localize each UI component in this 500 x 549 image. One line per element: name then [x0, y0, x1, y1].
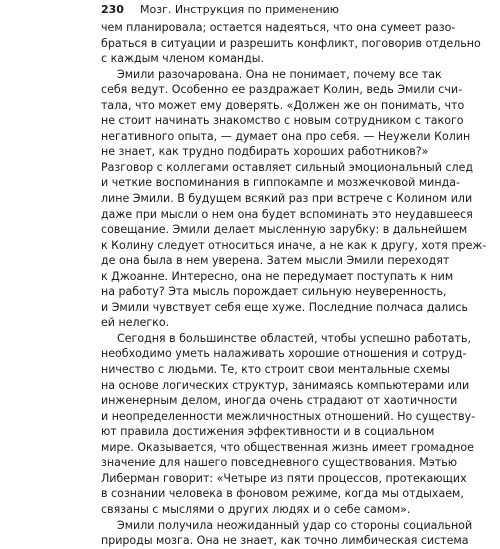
running-title: Мозг. Инструкция по применению	[140, 3, 339, 16]
text-line: в сознании человека в фоновом режиме, когда мы отдыхаем,	[101, 487, 464, 501]
text-line: необходимо уметь налаживать хорошие отношения и сотруд-	[101, 347, 467, 361]
paragraph	[101, 518, 473, 549]
text-line: де она была в нем уверена. Затем мысли Эмили переходят	[101, 254, 450, 268]
paragraph	[101, 331, 476, 518]
text-line: даже при мысли о нем она будет вспоминать это неудавшееся	[101, 207, 473, 221]
text-line: и четкие воспоминания в гиппокампе и мозжечковой минда-	[101, 176, 460, 190]
text-line: себя ведут. Особенно ее раздражает Колин, ведь Эмили счи-	[101, 83, 463, 97]
running-head	[101, 3, 406, 19]
text-line: и неопределенности межличностных отношений. Но существу-	[101, 409, 476, 423]
text-line: значение для нашего повседневного существования. Мэтью	[101, 456, 458, 470]
text-line: негативного опыта, — думает она про себя. — Неужели Колин	[101, 129, 471, 143]
text-line: не знает, как трудно подбирать хороших работников?»	[101, 145, 429, 159]
text-line: Сегодня в большинстве областей, чтобы успешно работать,	[117, 331, 472, 345]
text-line: Разговор с коллегами оставляет сильный эмоциональный след	[101, 160, 474, 174]
text-line: и Эмили чувствует себя еще хуже. Последние полчаса дались	[101, 300, 469, 314]
text-line: Эмили разочарована. Она не понимает, почему все так	[117, 67, 442, 81]
text-line: на работу? Эта мысль порождает сильную неуверенность,	[101, 285, 447, 299]
text-line: не стоит начинать знакомство с новым сотрудником с такого	[101, 114, 464, 128]
text-line: природы мозга. Она не знает, как точно лимбическая система	[101, 534, 469, 548]
text-line: Либерман говорит: «Четыре из пяти процессов, протекающих	[101, 471, 467, 485]
paragraph-container	[101, 20, 487, 549]
text-line: мире. Оказывается, что общественная жизнь имеет громадное	[101, 440, 474, 454]
text-line: тала, что может ему доверять. «Должен же он понимать, что	[101, 98, 465, 112]
text-line: связаны с мыслями о других людях и о себе самом».	[101, 502, 411, 516]
page-number: 230	[101, 3, 124, 16]
text-line: ют правила достижения эффективности и в социальном	[101, 425, 435, 439]
text-line: Эмили получила неожиданный удар со стороны социальной	[117, 518, 473, 532]
text-line: к Джоанне. Интересно, она не передумает поступать к ним	[101, 269, 454, 283]
text-line: лине Эмили. В будущем всякий раз при встрече с Колином или	[101, 192, 473, 206]
text-line: с каждым членом команды.	[101, 52, 265, 66]
text-line: совещание. Эмили делает мысленную зарубку: в дальнейшем	[101, 223, 468, 237]
text-line: ей нелегко.	[101, 316, 170, 330]
text-line: браться в ситуации и разрешить конфликт, поговорив отдельно	[101, 36, 481, 50]
body-text	[101, 20, 487, 549]
text-line: ничество с людьми. Те, кто строит свои ментальные схемы	[101, 363, 450, 377]
paragraph	[101, 20, 481, 67]
text-line: инженерным делом, иногда очень страдают от хаотичности	[101, 394, 458, 408]
text-line: чем планировала; остается надеяться, что она сумеет разо-	[101, 21, 456, 34]
paragraph	[101, 67, 487, 331]
text-line: к Колину следует относиться иначе, а не как к другу, хотя преж-	[101, 238, 487, 252]
text-line: на основе логических структур, занимаясь компьютерами или	[101, 378, 470, 392]
